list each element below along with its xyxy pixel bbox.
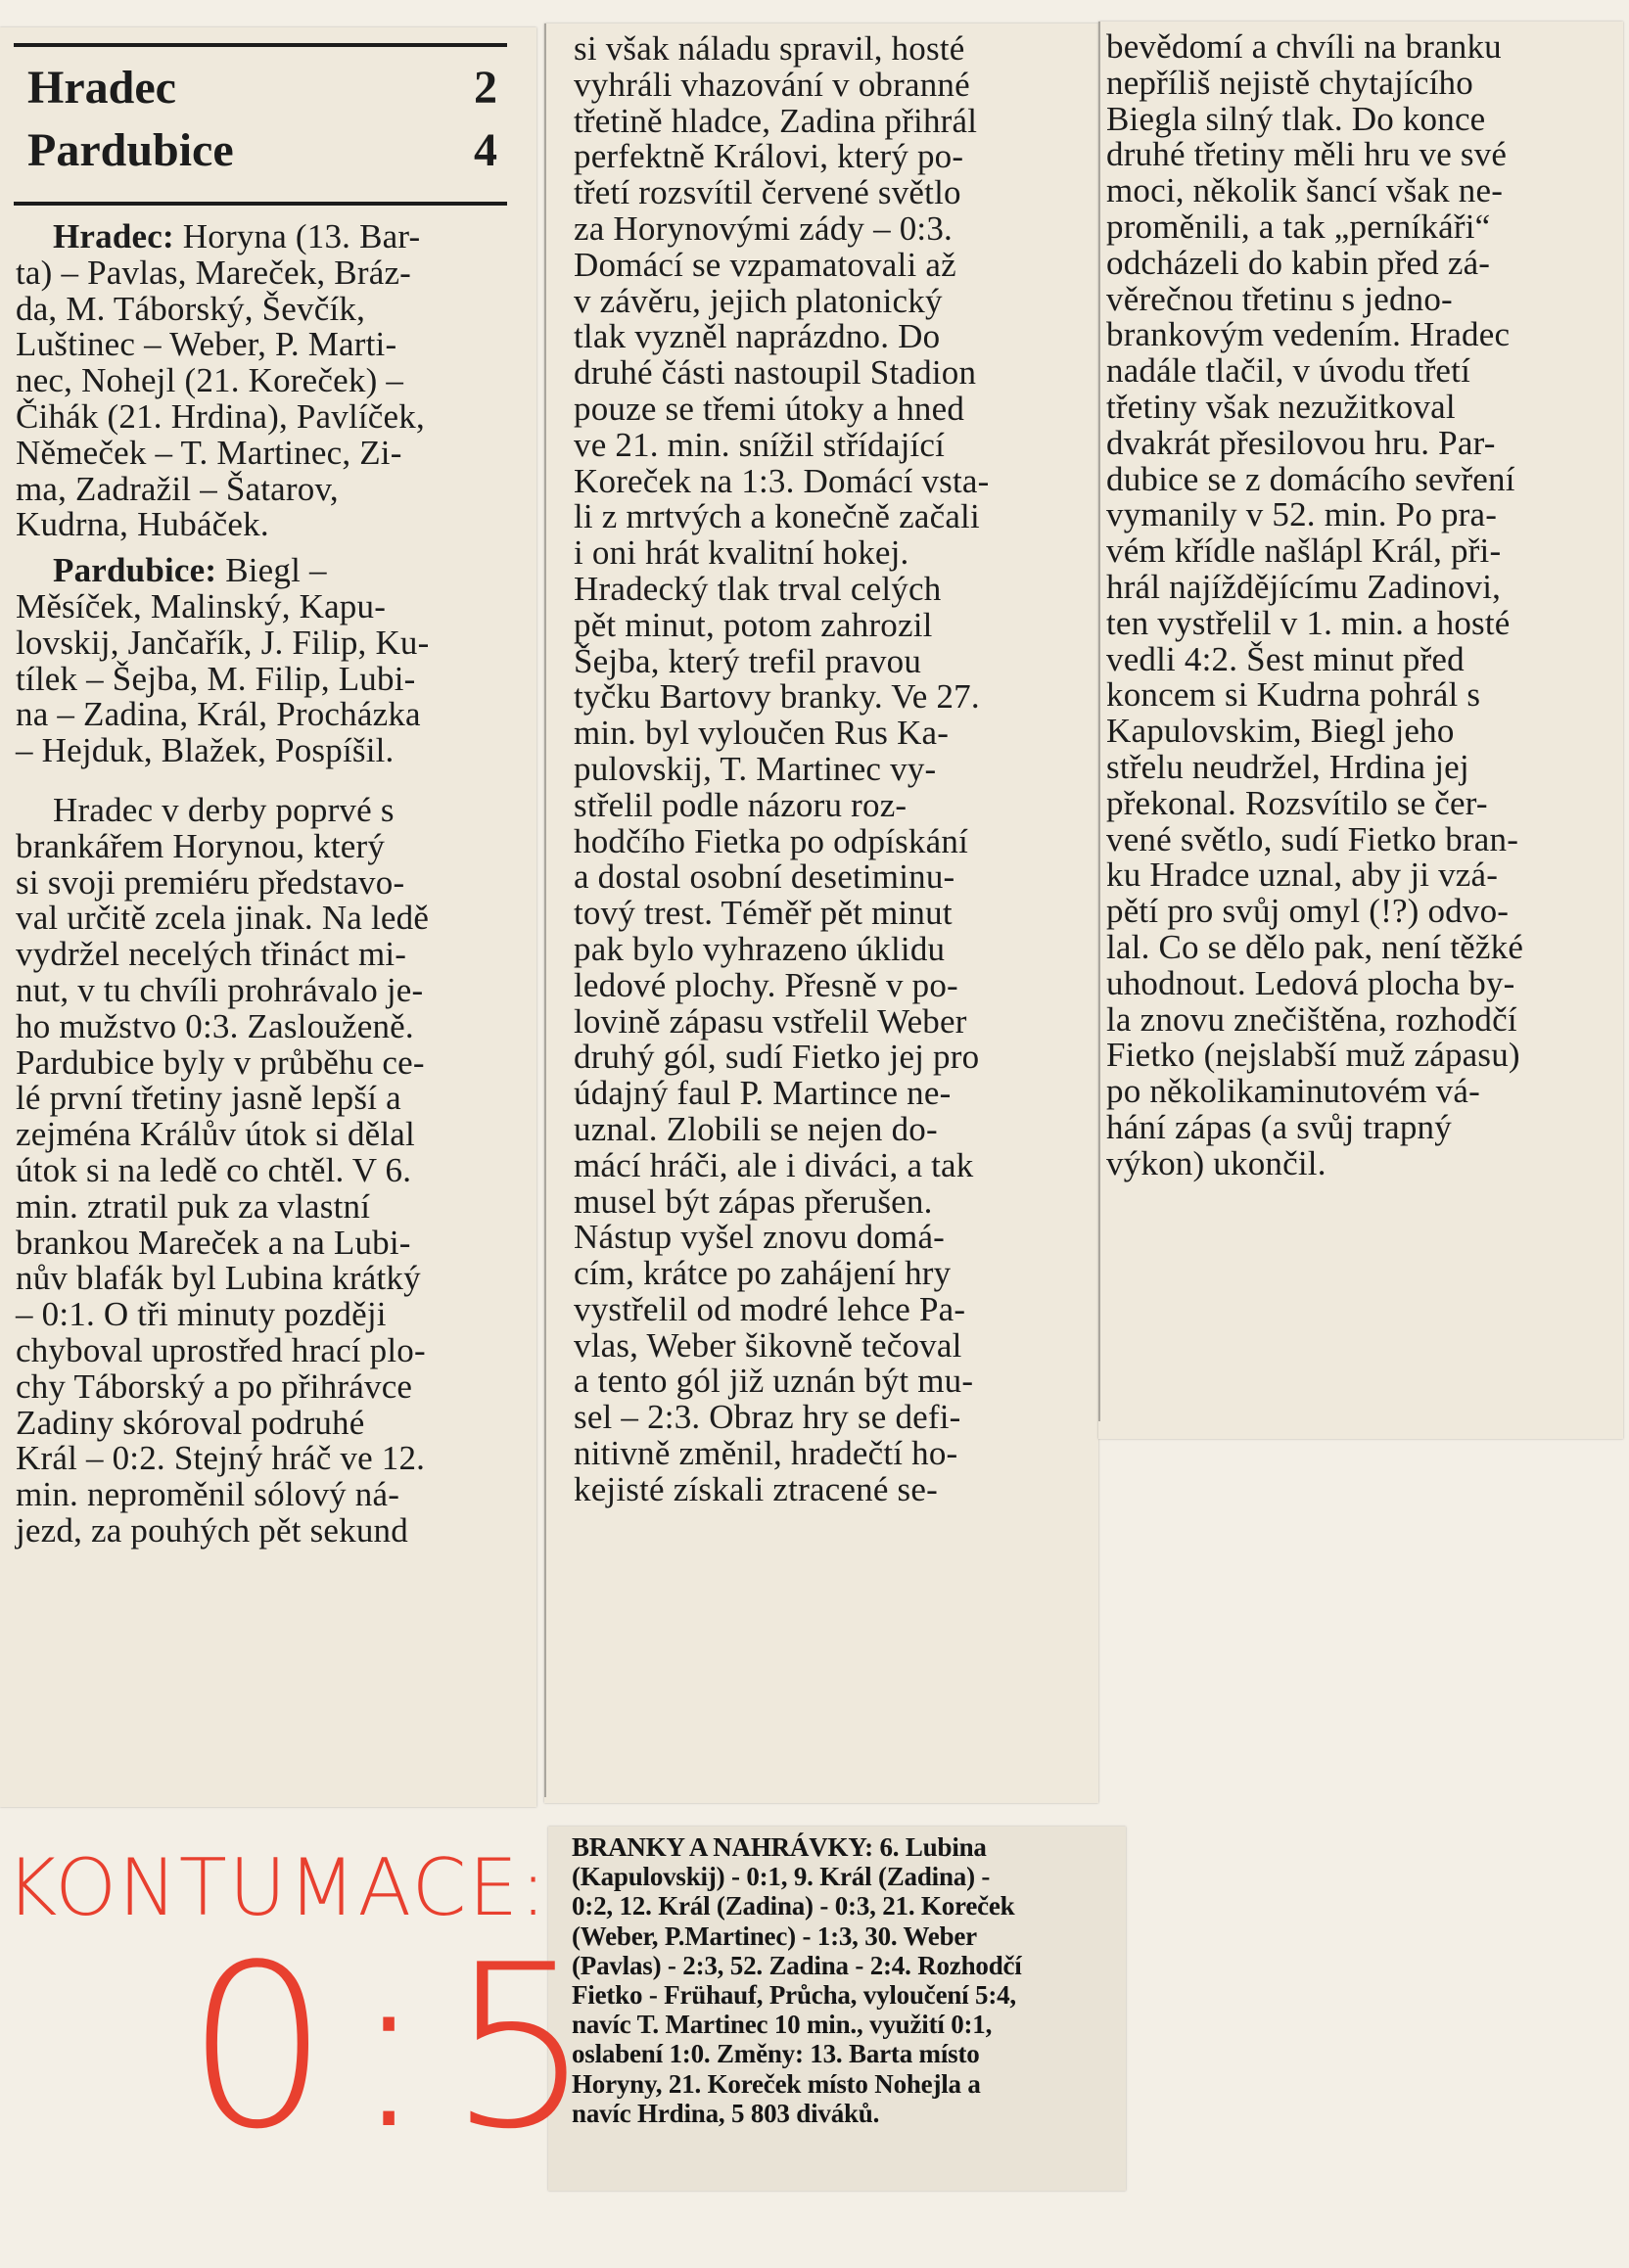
column-2-body: si však náladu spravil, hosté vyhráli vhazování v obranné třetině hladce, Zadina přihrál perfektně Královi, který po- třetí rozsvítil červené světlo za Horynovými zády – 0:3. Domácí se vzpamatovali až v závěru, jejich platonický tlak vyzněl naprázdno. Do druhé části nastoupil Stadion pouze se třemi útoky a hned ve 21. min. snížil střídající Koreček na 1:3. Domácí vsta- li z mrtvých a konečně začali i oni hrát kvalitní hokej. Hradecký tlak trval celých pět minut, potom zahrozil Šejba, který trefil pravou tyčku Bartovy branky. Ve 27. min. byl vyloučen Rus Ka- pulovskij, T. Martinec vy- střelil podle názoru roz- hodčího Fietka po odpískání a dostal osobní desetiminu- tový trest. Téměř pět minut pak bylo vyhrazeno úklidu ledové plochy. Přesně v po- lovině zápasu vstřelil Weber druhý gól, sudí Fietko jej pro údajný faul P. Martince ne- uznal. Zlobili se nejen do- mácí hráči, ale i diváci, a tak musel být zápas přerušen. Nástup vyšel znovu domá- cím, krátce po zahájení hry vystřelil od modré lehce Pa- vlas, Weber šikovně tečoval a tento gól již uznán být mu- sel – 2:3. Obraz hry se defi- nitivně změnil, hradečtí ho- kejisté získali ztracené se- <box>574 29 990 1508</box>
lineup-hradec-text: Horyna (13. Bar- ta) – Pavlas, Mareček, Bráz- da, M. Táborský, Ševčík, Luštinec – Weber, P. Marti- nec, Nohejl (21. Koreček) – Čihák (21. Hrdina), Pavlíček, Němeček – T. Martinec, Zi- ma, Zadražil – Šatarov, Kudrna, Hubáček. <box>16 217 425 544</box>
score-row-home <box>27 57 497 119</box>
home-team-score: 2 <box>474 62 497 114</box>
column-divider <box>1098 22 1100 1421</box>
lineup-hradec-label: Hradec: <box>53 217 174 255</box>
lineup-pardubice <box>16 553 507 769</box>
article-column-3-clipping <box>1098 22 1623 1439</box>
lineup-hradec <box>16 219 507 543</box>
handwritten-forfeit-note: KONTUMACE: <box>6 1842 549 1933</box>
column-1-body: Hradec v derby poprvé s brankářem Horynou, který si svoji premiéru představo- val určitě zcela jinak. Na ledě vydržel necelých třináct mi- nut, v tu chvíli prohrávalo je- ho mužstvo 0:3. Zaslouženě. Pardubice byly v průběhu ce- lé první třetiny jasně lepší a zejména Králův útok si dělal útok si na ledě co chtěl. V 6. min. ztratil puk za vlastní brankou Mareček a na Lubi- nův blafák byl Lubina krátký – 0:1. O tři minuty později chyboval uprostřed hrací plo- chy Táborský a po přihrávce Zadiny skóroval podruhé Král – 0:2. Stejný hráč ve 12. min. neproměnil sólový ná- jezd, za pouhých pět sekund <box>16 790 430 1550</box>
lineup-pardubice-text: Biegl – Měsíček, Malinský, Kapu- lovskij, Jančařík, J. Filip, Ku- tílek – Šejba, M. Filip, Lubi- na – Zadina, Král, Procházka – Hejduk, Blažek, Pospíšil. <box>16 551 430 770</box>
goals-and-assists-summary: BRANKY A NAHRÁVKY: 6. Lubina (Kapulovskij) - 0:1, 9. Král (Zadina) - 0:2, 12. Král (Zadina) - 0:3, 21. Koreček (Weber, P.Martinec) - 1:3, 30. Weber (Pavlas) - 2:3, 52. Zadina - 2:4. Rozhodčí Fietko - Frühauf, Průcha, vyloučení 5:4, navíc T. Martinec 10 min., využití 0:1, oslabení 1:0. Změny: 13. Barta místo Horyny, 21. Koreček místo Nohejla a navíc Hrdina, 5 803 diváků. <box>572 1832 1022 2128</box>
score-row-away <box>27 119 497 182</box>
article-column-1-clipping <box>0 27 536 1807</box>
home-team-name: Hradec <box>27 62 176 114</box>
top-rule <box>14 43 507 47</box>
handwritten-forfeit-score: 0:5 <box>186 1918 614 2179</box>
away-team-score: 4 <box>474 124 497 176</box>
lineup-pardubice-label: Pardubice: <box>53 551 217 590</box>
headline-bottom-rule <box>14 202 507 206</box>
lineups-block <box>16 219 507 1550</box>
article-column-2-clipping <box>544 23 1098 1803</box>
column-divider <box>544 23 546 1797</box>
column-3-body: bevědomí a chvíli na branku nepříliš nejistě chytajícího Biegla silný tlak. Do konce druhé třetiny měli hru ve své moci, několik šancí však ne- proměnili, a tak „perníkáři“ odcházeli do kabin před zá- věrečnou třetinu s jedno- brankovým vedením. Hradec nadále tlačil, v úvodu třetí třetiny však nezužitkoval dvakrát přesilovou hru. Par- dubice se z domácího sevření vymanily v 52. min. Po pra- vém křídle našlápl Král, při- hrál najíždějícímu Zadinovi, ten vystřelil v 1. min. a hosté vedli 4:2. Šest minut před koncem si Kudrna pohrál s Kapulovskim, Biegl jeho střelu neudržel, Hrdina jej překonal. Rozsvítilo se čer- vené světlo, sudí Fietko bran- ku Hradce uznal, aby ji vzá- pětí pro svůj omyl (!?) odvo- lal. Co se dělo pak, není těžké uhodnout. Ledová plocha by- la znovu znečištěna, rozhodčí Fietko (nejslabší muž zápasu) po několikaminutovém vá- hání zápas (a svůj trapný výkon) ukončil. <box>1106 27 1524 1182</box>
summary-box-clipping <box>548 1827 1126 2191</box>
away-team-name: Pardubice <box>27 124 234 176</box>
